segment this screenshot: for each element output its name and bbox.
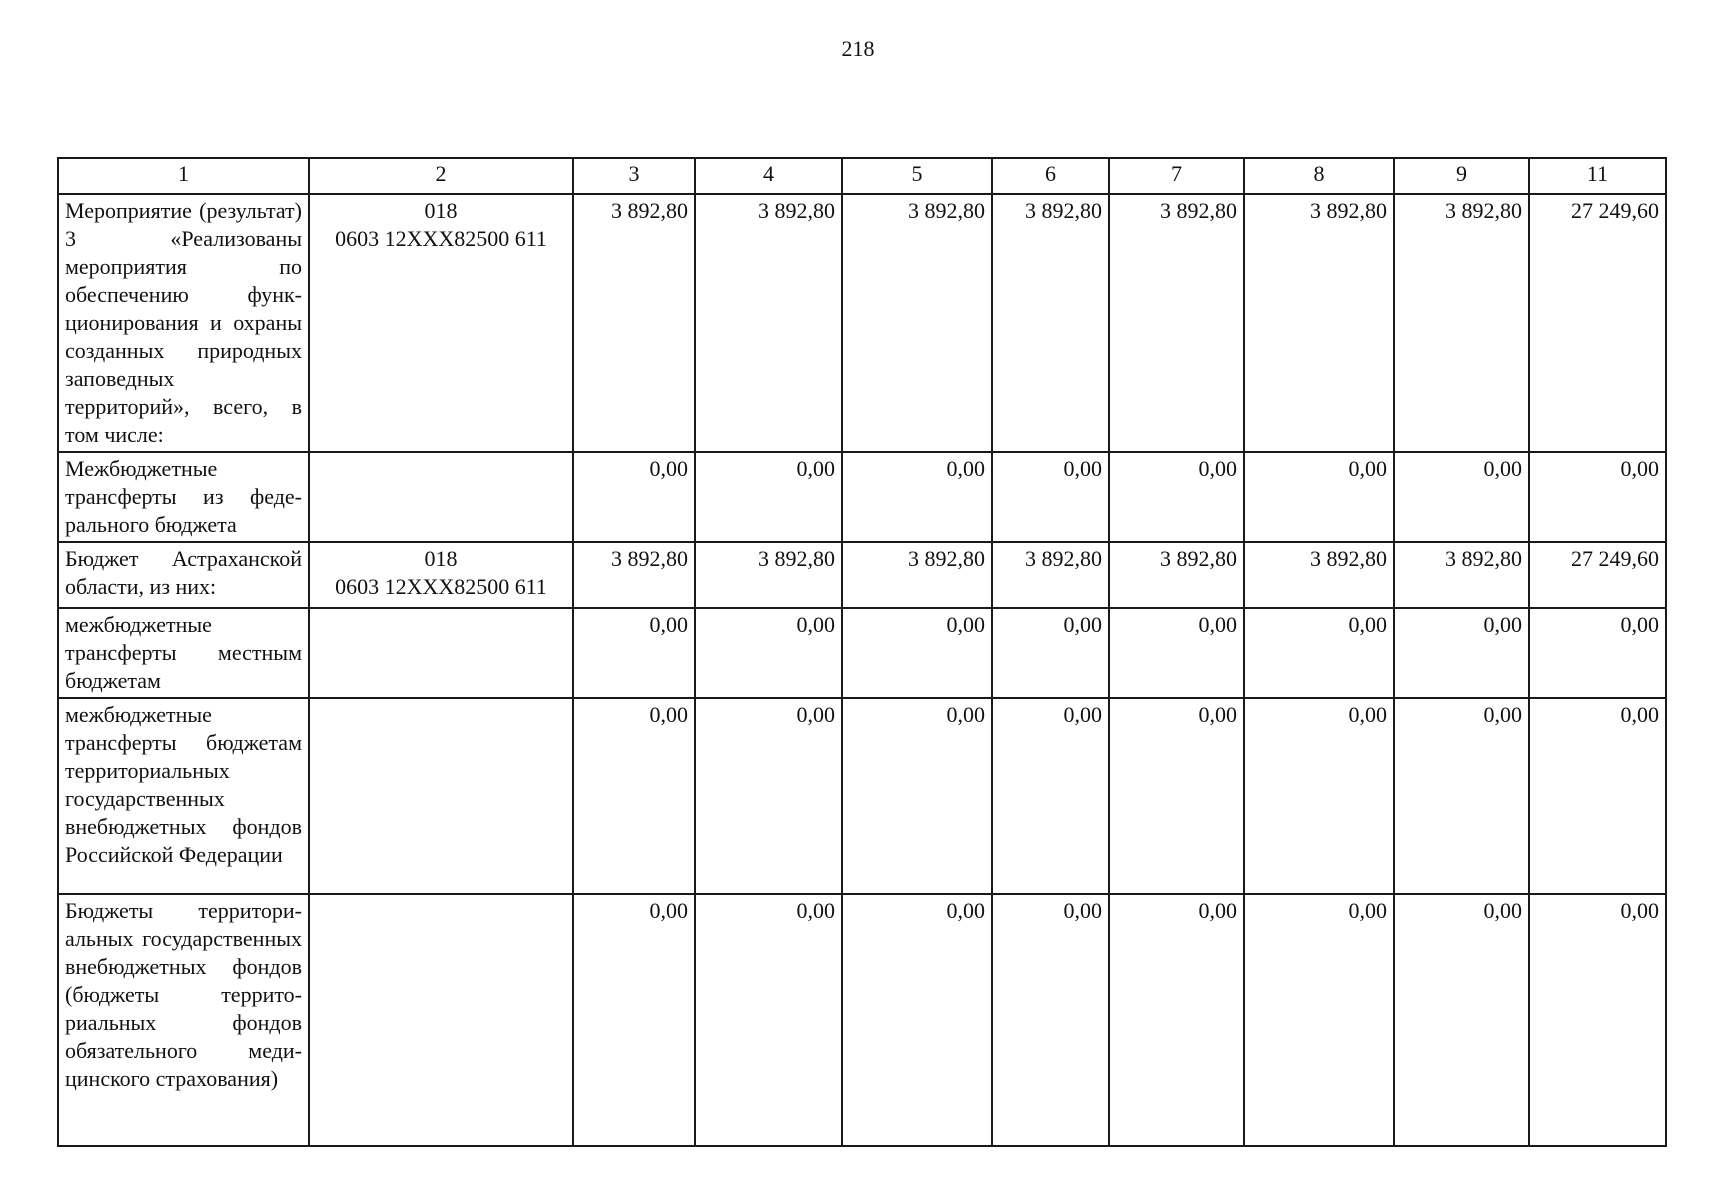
- value-cell: 0,00: [695, 452, 842, 542]
- value-cell: 0,00: [695, 894, 842, 1146]
- value-cell: 0,00: [573, 608, 695, 698]
- table-row: [58, 608, 1666, 698]
- value-cell: 0,00: [842, 452, 992, 542]
- value-cell: 3 892,80: [573, 542, 695, 608]
- value-cell: 0,00: [842, 894, 992, 1146]
- total-cell: 27 249,60: [1529, 194, 1666, 452]
- column-header: 1: [58, 158, 309, 194]
- value-cell: 0,00: [1394, 894, 1529, 1146]
- value-cell: 0,00: [1109, 608, 1244, 698]
- value-cell: 3 892,80: [992, 542, 1109, 608]
- value-cell: 0,00: [573, 452, 695, 542]
- column-header: 2: [309, 158, 573, 194]
- total-cell: 27 249,60: [1529, 542, 1666, 608]
- value-cell: 0,00: [992, 608, 1109, 698]
- value-cell: 0,00: [1394, 608, 1529, 698]
- value-cell: 3 892,80: [573, 194, 695, 452]
- row-name: межбюджетные трансферты бюджетам территориальных государственных внебюджетных фондов Российской Федерации: [58, 698, 309, 894]
- column-header: 7: [1109, 158, 1244, 194]
- value-cell: 0,00: [842, 608, 992, 698]
- value-cell: 0,00: [1244, 894, 1394, 1146]
- value-cell: 0,00: [573, 698, 695, 894]
- budget-code: [309, 608, 573, 698]
- table-row: [58, 894, 1666, 1146]
- budget-table: [57, 157, 1667, 1147]
- table-row: [58, 698, 1666, 894]
- value-cell: 0,00: [573, 894, 695, 1146]
- value-cell: 3 892,80: [1244, 194, 1394, 452]
- table-row: [58, 194, 1666, 452]
- table-row: [58, 542, 1666, 608]
- value-cell: 3 892,80: [842, 194, 992, 452]
- value-cell: 3 892,80: [842, 542, 992, 608]
- total-cell: 0,00: [1529, 608, 1666, 698]
- value-cell: 3 892,80: [1394, 194, 1529, 452]
- budget-code: [309, 452, 573, 542]
- value-cell: 3 892,80: [695, 194, 842, 452]
- column-header: 4: [695, 158, 842, 194]
- value-cell: 0,00: [992, 452, 1109, 542]
- value-cell: 0,00: [1394, 452, 1529, 542]
- value-cell: 0,00: [695, 698, 842, 894]
- row-name: Бюджеты территориальных государственных внебюджетных фондов (бюджеты территориальных фондов обязательного медицинского страхования): [58, 894, 309, 1146]
- page-number: 218: [841, 36, 875, 61]
- column-header: 5: [842, 158, 992, 194]
- column-header: 9: [1394, 158, 1529, 194]
- column-header: 11: [1529, 158, 1666, 194]
- value-cell: 0,00: [842, 698, 992, 894]
- value-cell: 0,00: [1109, 452, 1244, 542]
- budget-code: [309, 542, 573, 608]
- budget-code-line-2: 0603 12XXX82500 611: [335, 574, 547, 599]
- row-name: Мероприятие (результат) 3 «Реализованы мероприятия по обеспечению функционирования и охраны созданных природных заповедных территорий», всего, в том числе:: [58, 194, 309, 452]
- value-cell: 0,00: [1244, 698, 1394, 894]
- value-cell: 0,00: [695, 608, 842, 698]
- total-cell: 0,00: [1529, 698, 1666, 894]
- column-header: 8: [1244, 158, 1394, 194]
- value-cell: 3 892,80: [992, 194, 1109, 452]
- value-cell: 3 892,80: [1244, 542, 1394, 608]
- budget-code: [309, 698, 573, 894]
- budget-code: [309, 194, 573, 452]
- value-cell: 3 892,80: [695, 542, 842, 608]
- value-cell: 0,00: [1244, 608, 1394, 698]
- budget-code-line-2: 0603 12XXX82500 611: [335, 226, 547, 251]
- value-cell: 3 892,80: [1109, 542, 1244, 608]
- row-name: межбюджетные трансферты местным бюджетам: [58, 608, 309, 698]
- value-cell: 0,00: [1109, 698, 1244, 894]
- value-cell: 3 892,80: [1394, 542, 1529, 608]
- row-name: Межбюджетные трансферты из федерального бюджета: [58, 452, 309, 542]
- budget-code-line-1: 018: [424, 198, 458, 223]
- value-cell: 0,00: [992, 894, 1109, 1146]
- value-cell: 0,00: [992, 698, 1109, 894]
- header-row: [58, 158, 1666, 194]
- value-cell: 3 892,80: [1109, 194, 1244, 452]
- value-cell: 0,00: [1394, 698, 1529, 894]
- budget-code-line-1: 018: [424, 546, 458, 571]
- total-cell: 0,00: [1529, 452, 1666, 542]
- budget-code: [309, 894, 573, 1146]
- column-header: 6: [992, 158, 1109, 194]
- value-cell: 0,00: [1109, 894, 1244, 1146]
- row-name: Бюджет Астраханской области, из них:: [58, 542, 309, 608]
- value-cell: 0,00: [1244, 452, 1394, 542]
- total-cell: 0,00: [1529, 894, 1666, 1146]
- column-header: 3: [573, 158, 695, 194]
- table-row: [58, 452, 1666, 542]
